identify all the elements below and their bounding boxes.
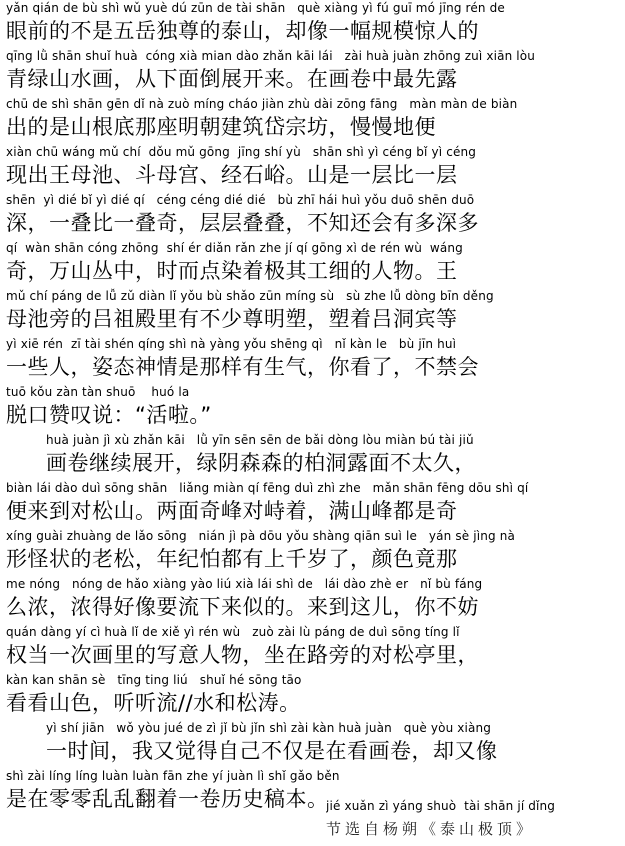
text-line bbox=[0, 48, 625, 96]
text-line bbox=[0, 336, 625, 384]
text-line bbox=[0, 144, 625, 192]
text-line bbox=[0, 432, 625, 480]
pinyin-line: yì shí jiān wǒ yòu jué de zì jǐ bù jǐn shì zài kàn huà juàn què yòu xiàng bbox=[46, 721, 492, 735]
hanzi-line: 脱口赞叹说：“活啦。” bbox=[6, 403, 212, 427]
text-line bbox=[0, 576, 625, 624]
pinyin-line: quán dàng yí cì huà lǐ de xiě yì rén wù zuò zài lù páng de duì sōng tíng lǐ bbox=[6, 625, 460, 639]
text-line bbox=[0, 528, 625, 576]
text-line bbox=[0, 288, 625, 336]
pinyin-line: kàn kan shān sè tīng ting liú shuǐ hé sōng tāo bbox=[6, 673, 302, 687]
text-line bbox=[0, 192, 625, 240]
pinyin-line: chū de shì shān gēn dǐ nà zuò míng cháo jiàn zhù dài zōng fāng màn màn de biàn bbox=[6, 97, 518, 111]
credit-pinyin: jié xuǎn zì yáng shuò tài shān jí dǐng bbox=[326, 799, 556, 813]
pinyin-line: biàn lái dào duì sōng shān liǎng miàn qí fēng duì zhì zhe mǎn shān fēng dōu shì qí bbox=[6, 481, 529, 495]
hanzi-line: 形怪状的老松，年纪怕都有上千岁了，颜色竟那 bbox=[6, 547, 458, 571]
pinyin-line: huà juàn jì xù zhǎn kāi lǜ yīn sēn sēn de bǎi dòng lòu miàn bú tài jiǔ bbox=[46, 433, 474, 447]
text-line bbox=[0, 240, 625, 288]
hanzi-line: 现出王母池、斗母宫、经石峪。山是一层比一层 bbox=[6, 163, 458, 187]
pinyin-line: tuō kǒu zàn tàn shuō huó la bbox=[6, 385, 190, 399]
pinyin-line: mǔ chí páng de lǚ zǔ diàn lǐ yǒu bù shǎo zūn míng sù sù zhe lǚ dòng bīn děng bbox=[6, 289, 494, 303]
pinyin-line: qīng lǜ shān shuǐ huà cóng xià mian dào zhǎn kāi lái zài huà juàn zhōng zuì xiān lòu bbox=[6, 49, 536, 63]
text-line bbox=[0, 384, 625, 432]
hanzi-line: 出的是山根底那座明朝建筑岱宗坊，慢慢地便 bbox=[6, 115, 436, 139]
pinyin-line: me nóng nóng de hǎo xiàng yào liú xià lái shì de lái dào zhè er nǐ bù fáng bbox=[6, 577, 483, 591]
hanzi-line: 便来到对松山。两面奇峰对峙着，满山峰都是奇 bbox=[6, 499, 458, 523]
hanzi-line: 画卷继续展开，绿阴森森的柏洞露面不太久， bbox=[46, 451, 476, 475]
pinyin-line: shì zài líng líng luàn luàn fān zhe yí juàn lì shǐ gǎo běn bbox=[6, 769, 340, 783]
hanzi-line: 眼前的不是五岳独尊的泰山，却像一幅规模惊人的 bbox=[6, 19, 479, 43]
source-credit bbox=[0, 798, 625, 846]
hanzi-line: 深，一叠比一叠奇，层层叠叠，不知还会有多深多 bbox=[6, 211, 479, 235]
pinyin-line: qí wàn shān cóng zhōng shí ér diǎn rǎn zhe jí qí gōng xì de rén wù wáng bbox=[6, 241, 463, 255]
text-line bbox=[0, 624, 625, 672]
hanzi-line: 母池旁的吕祖殿里有不少尊明塑，塑着吕洞宾等 bbox=[6, 307, 458, 331]
hanzi-line: 奇，万山丛中，时而点染着极其工细的人物。王 bbox=[6, 259, 458, 283]
text-line bbox=[0, 720, 625, 768]
hanzi-line: 一时间，我又觉得自己不仅是在看画卷，却又像 bbox=[46, 739, 498, 763]
hanzi-line: 是在零零乱乱翻着一卷历史稿本。 bbox=[6, 787, 329, 811]
pinyin-line: xíng guài zhuàng de lǎo sōng nián jì pà dōu yǒu shàng qiān suì le yán sè jìng nà bbox=[6, 529, 515, 543]
text-line bbox=[0, 0, 625, 48]
pinyin-line: shēn yì dié bǐ yì dié qí céng céng dié dié bù zhī hái huì yǒu duō shēn duō bbox=[6, 193, 475, 207]
hanzi-line: 看看山色，听听流//水和松涛。 bbox=[6, 691, 301, 715]
pinyin-line: yǎn qián de bù shì wǔ yuè dú zūn de tài shān què xiàng yì fú guī mó jīng rén de bbox=[6, 1, 505, 15]
hanzi-line: 权当一次画里的写意人物，坐在路旁的对松亭里， bbox=[6, 643, 479, 667]
pinyin-line: yì xiē rén zī tài shén qíng shì nà yàng yǒu shēng qì nǐ kàn le bù jīn huì bbox=[6, 337, 457, 351]
text-line bbox=[0, 480, 625, 528]
text-line bbox=[0, 672, 625, 720]
hanzi-line: 么浓，浓得好像要流下来似的。来到这儿，你不妨 bbox=[6, 595, 479, 619]
hanzi-line: 一些人，姿态神情是那样有生气，你看了，不禁会 bbox=[6, 355, 479, 379]
pinyin-line: xiàn chū wáng mǔ chí dǒu mǔ gōng jīng shí yù shān shì yì céng bǐ yì céng bbox=[6, 145, 476, 159]
credit-hanzi: 节选自杨朔《泰山极顶》 bbox=[326, 820, 536, 838]
hanzi-line: 青绿山水画，从下面倒展开来。在画卷中最先露 bbox=[6, 67, 458, 91]
text-line bbox=[0, 96, 625, 144]
